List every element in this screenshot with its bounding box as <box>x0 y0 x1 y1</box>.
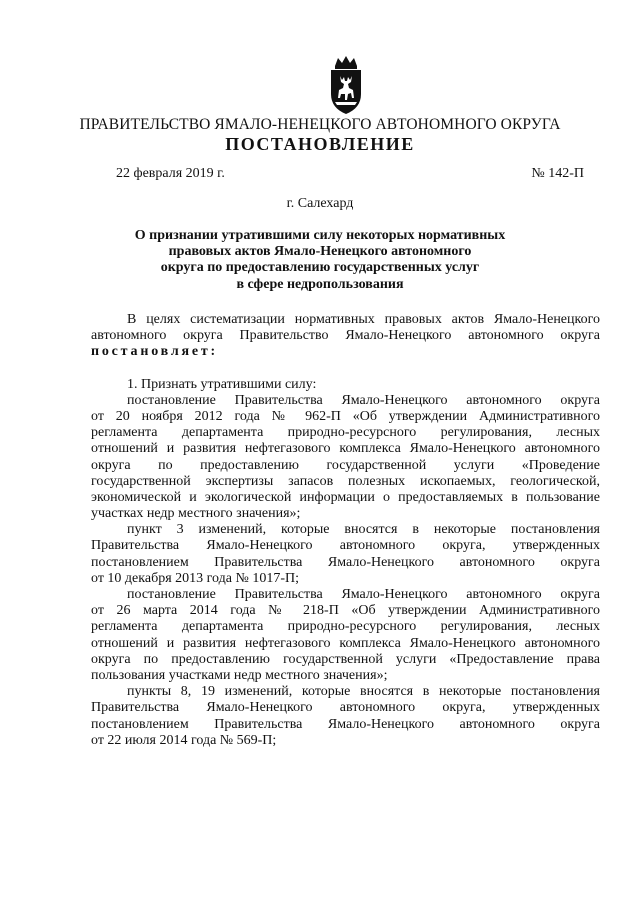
document-type: ПОСТАНОВЛЕНИЕ <box>225 134 415 154</box>
text-line: постановление Правительства Ямало-Ненецкого автономного округа <box>127 587 600 602</box>
text-line: Правительства Ямало-Ненецкого автономного округа, утвержденных <box>91 538 600 554</box>
text-line: государственной экспертизы запасов полезных ископаемых, геологической, <box>91 473 600 489</box>
text-line: от 22 июля 2014 года № 569-П; <box>91 732 277 748</box>
text-line: от 20 ноября 2012 года № 962-П «Об утверждении Административного <box>91 408 600 424</box>
text-line: от 26 марта 2014 года № 218-П «Об утверждении Административного <box>91 603 600 619</box>
text-line: В целях систематизации нормативных правовых актов Ямало-Ненецкого <box>127 312 600 327</box>
title-line: в сфере недропользования <box>236 276 404 292</box>
text-line: участках недр местного значения»; <box>91 506 301 522</box>
text-line: от 10 декабря 2013 года № 1017-П; <box>91 570 299 586</box>
decree-word: постановляет: <box>91 344 219 360</box>
document-number: № 142-П <box>531 166 584 181</box>
text-line: пункты 8, 19 изменений, которые вносятся в некоторые постановления <box>127 684 600 700</box>
text-line: постановление Правительства Ямало-Ненецкого автономного округа <box>127 392 600 408</box>
preamble <box>91 312 600 361</box>
text-line: экономической и экологической информации о предоставляемых в пользование <box>91 489 600 505</box>
text-line: регламента департамента природно-ресурсного регулирования, лесных <box>91 619 600 635</box>
text-line: пункт 3 изменений, которые вносятся в некоторые постановления <box>127 522 600 538</box>
text-line: регламента департамента природно-ресурсного регулирования, лесных <box>91 425 600 441</box>
document-title <box>0 228 640 293</box>
paragraph <box>91 522 600 587</box>
text-line: Правительства Ямало-Ненецкого автономного округа, утвержденных <box>91 700 600 716</box>
paragraph <box>91 587 600 684</box>
text-line <box>91 344 600 360</box>
government-name: ПРАВИТЕЛЬСТВО ЯМАЛО-НЕНЕЦКОГО АВТОНОМНОГО ОКРУГА <box>79 116 561 133</box>
text-line: постановлением Правительства Ямало-Ненецкого автономного округа <box>91 716 600 732</box>
document-body <box>91 312 600 749</box>
item-heading: 1. Признать утратившими силу: <box>127 376 317 392</box>
document-city: г. Салехард <box>286 196 354 211</box>
title-line: округа по предоставлению государственных услуг <box>160 260 480 276</box>
text-line: отношений и развития нефтегазового комплекса Ямало-Ненецкого автономного <box>91 441 600 457</box>
text-line: отношений и развития нефтегазового комплекса Ямало-Ненецкого автономного <box>91 635 600 651</box>
title-line: О признании утратившими силу некоторых нормативных <box>134 228 506 243</box>
document-date: 22 февраля 2019 г. <box>116 166 225 181</box>
yamal-nenets-coat-of-arms-icon <box>326 54 366 118</box>
text-line: постановлением Правительства Ямало-Ненецкого автономного округа <box>91 554 600 570</box>
paragraph <box>91 393 600 523</box>
text-line: округа по предоставлению государственной услуги «Проведение <box>91 457 600 473</box>
text-line: автономного округа Правительство Ямало-Ненецкого автономного округа <box>91 328 600 344</box>
title-line: правовых актов Ямало-Ненецкого автономного <box>168 244 472 260</box>
paragraph <box>91 684 600 749</box>
text-line: пользования участками недр местного значения»; <box>91 667 388 683</box>
text-line: округа по предоставлению государственной услуги «Предоставление права <box>91 651 600 667</box>
